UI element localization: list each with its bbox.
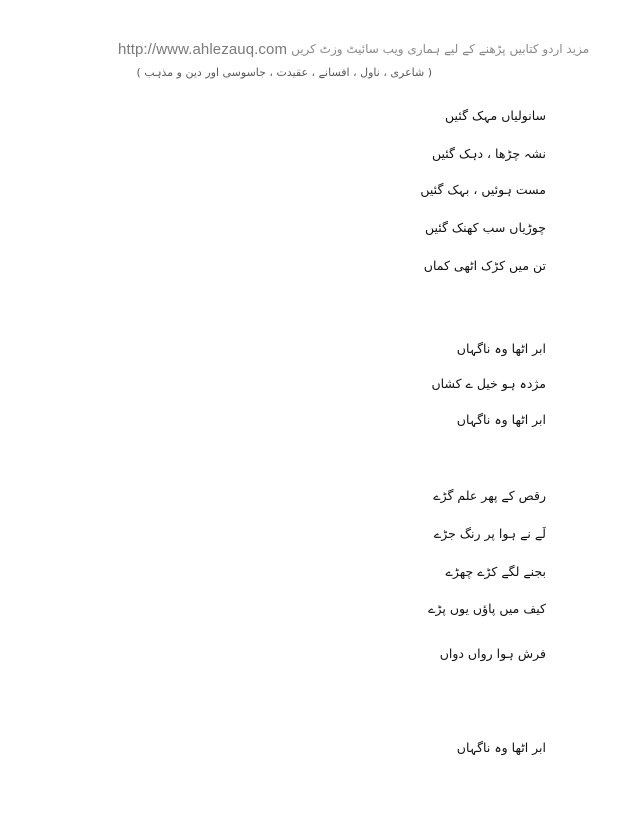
website-link[interactable]: http://www.ahlezauq.com (118, 40, 288, 58)
verse-line: تن میں کڑک اٹھی کماں (423, 258, 546, 273)
verse-line: سانولیاں مہک گئیں (445, 108, 546, 123)
verse-line: کیف میں پاؤں یوں پڑے (428, 601, 546, 616)
verse-line: فرش ہوا رواں دواں (439, 646, 546, 661)
verse-line-refrain: ابر اٹھا وہ ناگہاں (456, 341, 546, 356)
verse-line-refrain: ابر اٹھا وہ ناگہاں (456, 412, 546, 427)
verse-line: بجنے لگے کڑے چھڑے (445, 564, 546, 579)
verse-line: نشہ چڑھا ، دہک گئیں (432, 146, 546, 161)
categories-line: ( شاعری ، ناول ، افسانے ، عقیدت ، جاسوسی اور دین و مذہب ) (136, 66, 432, 79)
verse-line-refrain: ابر اٹھا وہ ناگہاں (456, 740, 546, 755)
verse-line: مست ہوئیں ، بہک گئیں (420, 182, 546, 197)
verse-line: لَے نے ہوا پر رنگ جڑے (433, 526, 546, 541)
verse-line: رقص کے پھر علم گڑے (433, 488, 546, 503)
promo-text: مزید اردو کتابیں پڑھنے کے لیے ہماری ویب سائیٹ وزٹ کریں (291, 42, 590, 56)
verse-line: مژدہ ہو خیل ے کشاں (431, 376, 546, 391)
poem-body (286, 0, 546, 826)
verse-line: چوڑیاں سب کھنک گئیں (424, 220, 546, 235)
